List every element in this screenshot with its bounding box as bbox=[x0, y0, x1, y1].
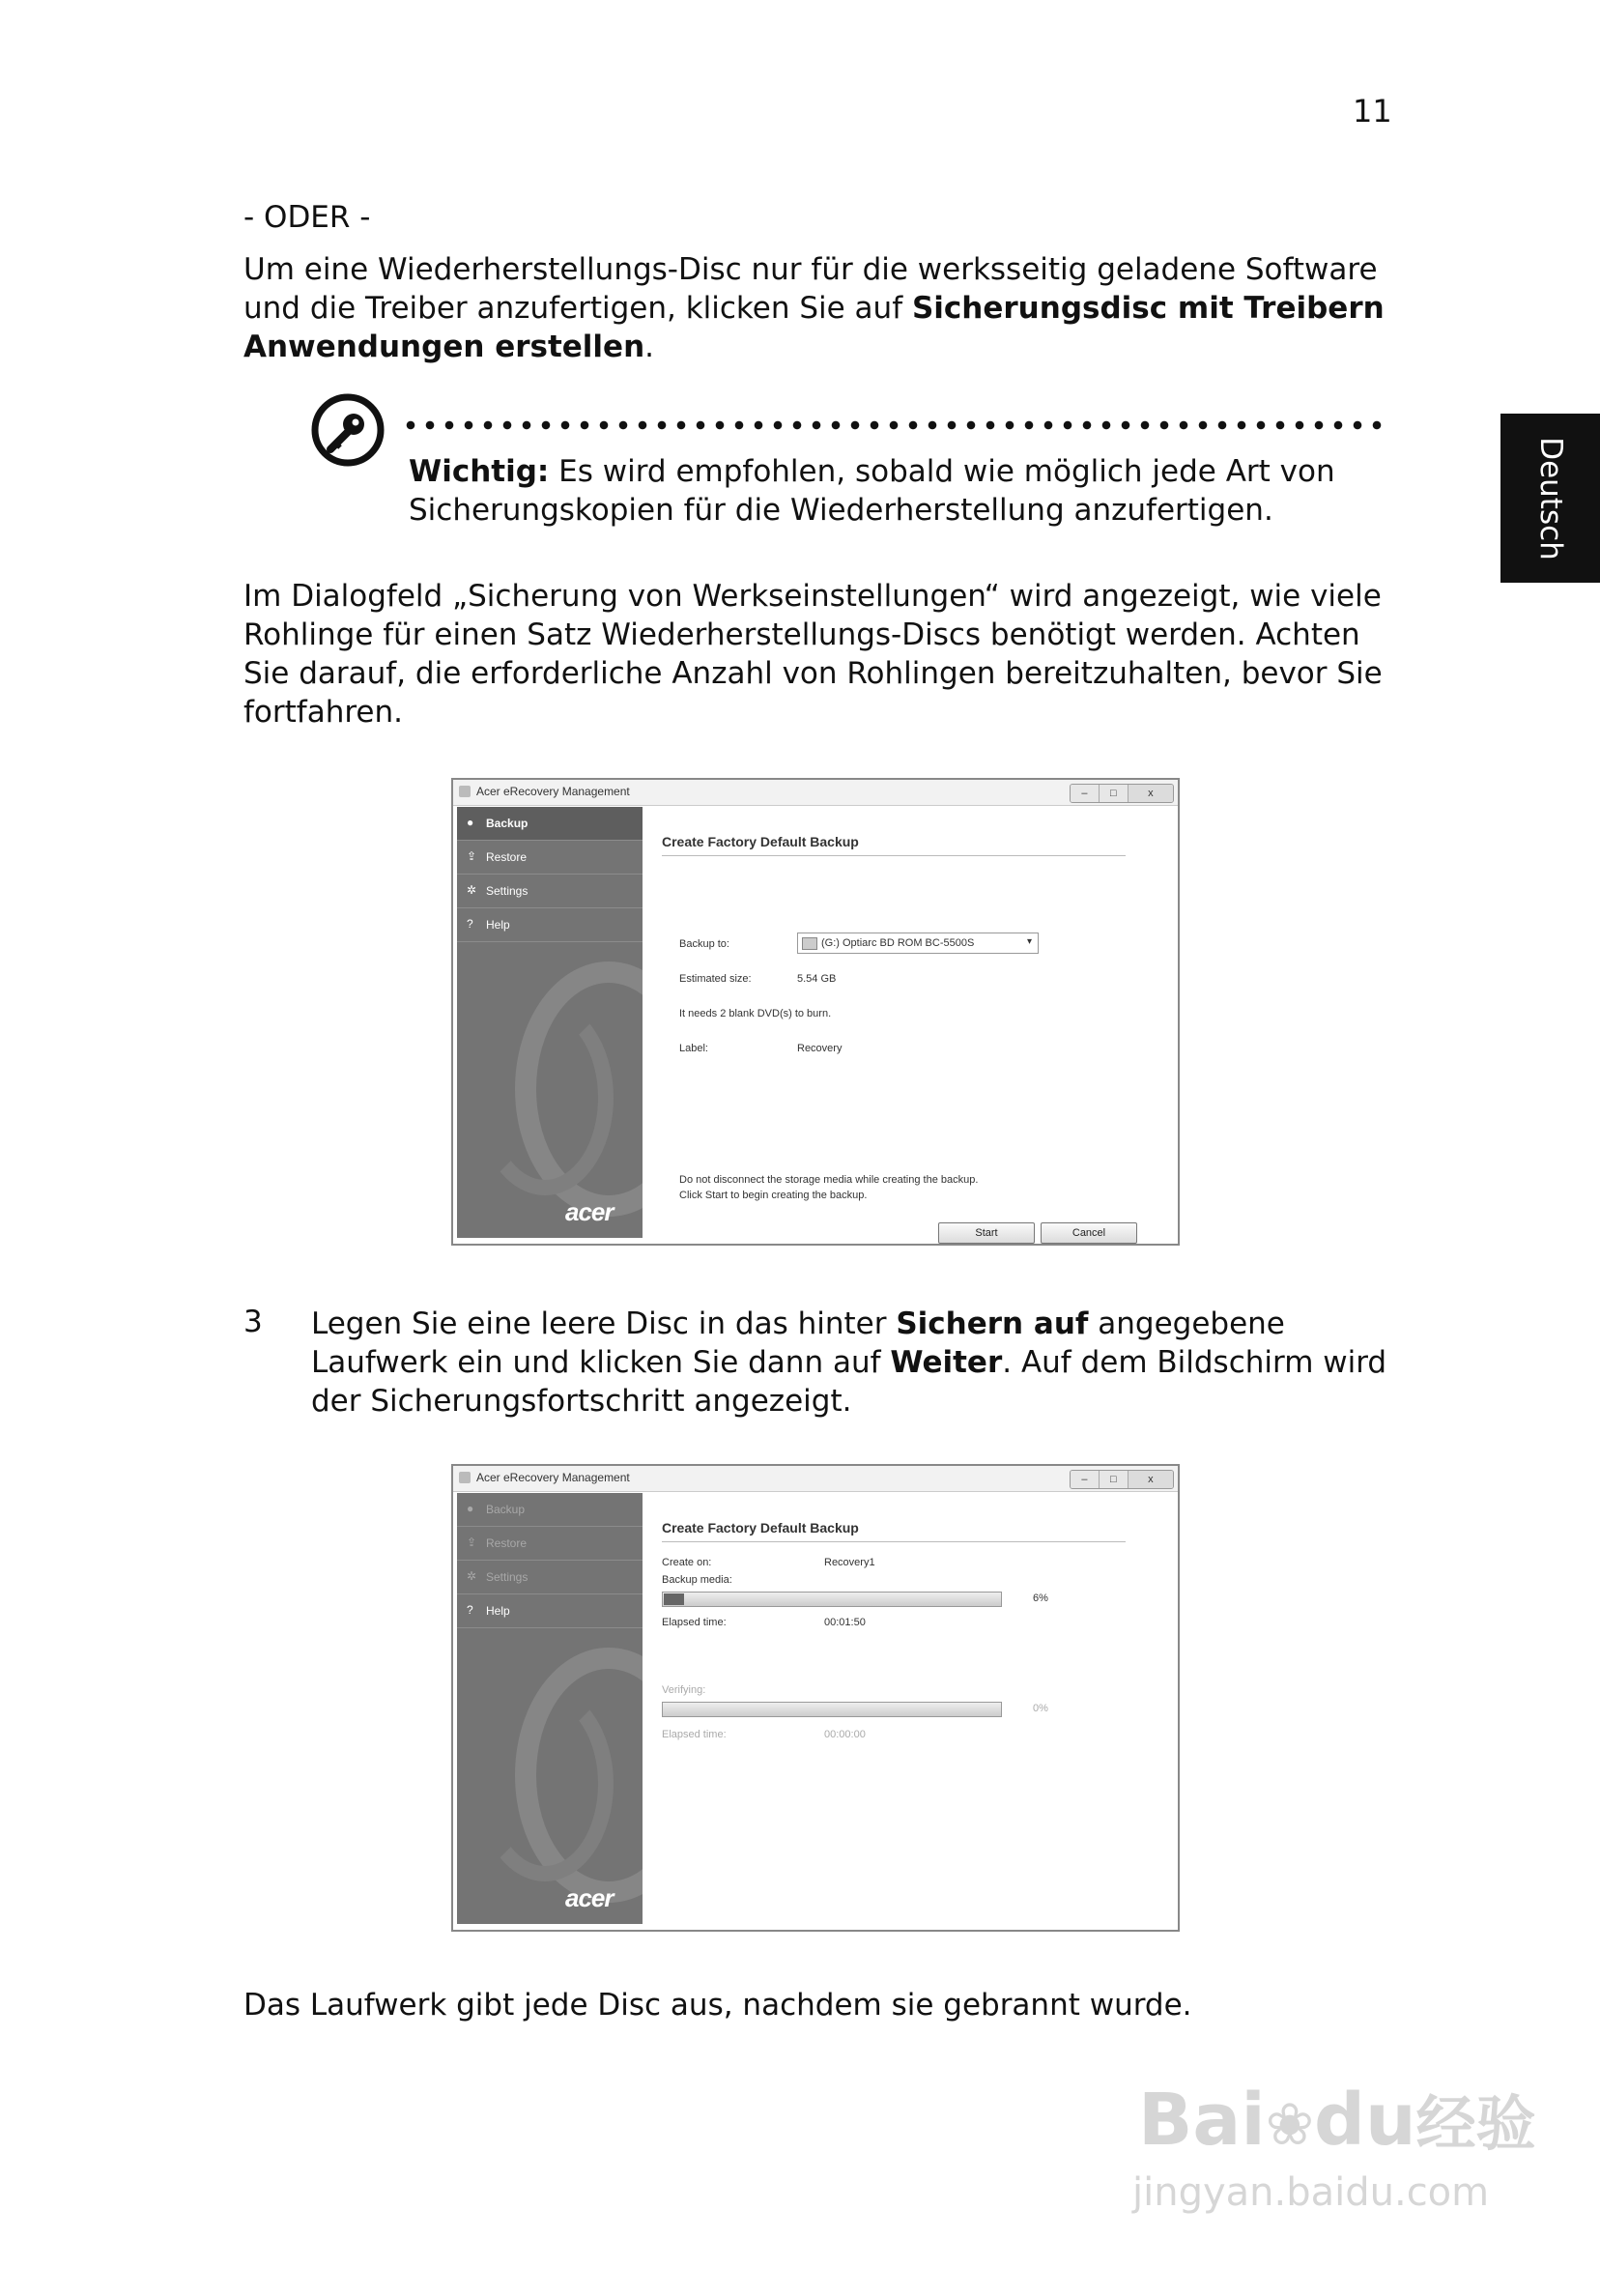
content-panel bbox=[643, 1493, 1172, 1924]
heading-divider bbox=[662, 1541, 1126, 1542]
estimated-size-label: Estimated size: bbox=[679, 973, 752, 985]
nav-label: Settings bbox=[486, 884, 529, 898]
nav-restore[interactable] bbox=[457, 841, 643, 875]
cancel-button[interactable]: Cancel bbox=[1041, 1222, 1137, 1244]
backup-to-value: (G:) Optiarc BD ROM BC-5500S bbox=[821, 937, 975, 949]
footer-instruction: Click Start to begin creating the backup. bbox=[679, 1190, 868, 1201]
window-title: Acer eRecovery Management bbox=[476, 785, 630, 798]
baidu-watermark bbox=[1138, 2076, 1536, 2162]
watermark-cn: 经验 bbox=[1415, 2088, 1536, 2159]
app-icon bbox=[459, 1472, 471, 1483]
window-title: Acer eRecovery Management bbox=[476, 1471, 630, 1484]
create-on-label: Create on: bbox=[662, 1557, 712, 1568]
step-3-bold-1: Sichern auf bbox=[896, 1306, 1089, 1341]
paragraph-1 bbox=[243, 250, 1393, 366]
drive-icon bbox=[802, 937, 817, 950]
page-number: 11 bbox=[1353, 93, 1392, 129]
help-icon: ? bbox=[467, 1603, 473, 1617]
nav-label: Backup bbox=[486, 817, 529, 830]
nav-help[interactable] bbox=[457, 908, 643, 942]
paw-icon: ❀ bbox=[1265, 2091, 1314, 2159]
chevron-down-icon: ▾ bbox=[1026, 936, 1032, 947]
start-button[interactable]: Start bbox=[938, 1222, 1035, 1244]
estimated-size-value: 5.54 GB bbox=[797, 973, 837, 985]
nav-label: Restore bbox=[486, 850, 528, 864]
window-controls bbox=[1070, 784, 1174, 803]
minimize-button[interactable]: – bbox=[1071, 785, 1100, 802]
progress-dialog-screenshot bbox=[451, 1464, 1180, 1932]
elapsed-time-label: Elapsed time: bbox=[662, 1617, 727, 1628]
dialog-heading: Create Factory Default Backup bbox=[662, 834, 859, 849]
acer-logo: acer bbox=[565, 1883, 614, 1912]
paragraph-1-end: . bbox=[644, 330, 655, 364]
restore-icon: ⇪ bbox=[467, 1535, 477, 1549]
step-3-text bbox=[311, 1305, 1393, 1421]
verify-elapsed-label: Elapsed time: bbox=[662, 1729, 727, 1740]
content-panel bbox=[643, 807, 1172, 1238]
minimize-button[interactable]: – bbox=[1071, 1471, 1100, 1488]
note-divider bbox=[401, 420, 1386, 430]
nav-backup[interactable] bbox=[457, 807, 643, 841]
nav-settings[interactable] bbox=[457, 875, 643, 908]
maximize-button[interactable]: □ bbox=[1100, 785, 1129, 802]
step-3-part-1: Legen Sie eine leere Disc in das hinter bbox=[311, 1306, 897, 1341]
step-number: 3 bbox=[243, 1305, 263, 1339]
nav-restore[interactable] bbox=[457, 1527, 643, 1561]
paragraph-1-text: Um eine Wiederherstellungs-Disc nur für die werksseitig geladene Software und die Treiber anzufertigen, klicken Sie auf bbox=[243, 252, 1378, 326]
elapsed-time-value: 00:01:50 bbox=[824, 1617, 866, 1628]
label-label: Label: bbox=[679, 1043, 708, 1054]
blank-discs-info: It needs 2 blank DVD(s) to burn. bbox=[679, 1008, 832, 1019]
nav-label: Restore bbox=[486, 1536, 528, 1550]
verify-progress-bar bbox=[662, 1702, 1002, 1717]
watermark-brand: Bai bbox=[1138, 2079, 1266, 2162]
nav-label: Help bbox=[486, 1604, 510, 1618]
language-tab-label: Deutsch bbox=[1532, 436, 1568, 560]
create-on-value: Recovery1 bbox=[824, 1557, 875, 1568]
nav-label: Settings bbox=[486, 1570, 529, 1584]
backup-dialog-screenshot bbox=[451, 778, 1180, 1246]
label-value: Recovery bbox=[797, 1043, 843, 1054]
important-note bbox=[409, 452, 1375, 530]
oder-separator: - ODER - bbox=[243, 200, 371, 235]
watermark-brand-2: du bbox=[1314, 2079, 1416, 2162]
disc-icon: ● bbox=[467, 1502, 474, 1515]
watermark-url: jingyan.baidu.com bbox=[1132, 2170, 1490, 2215]
backup-media-label: Backup media: bbox=[662, 1574, 732, 1586]
swirl-graphic-2 bbox=[476, 1686, 614, 1881]
step-3-part-2: angegebene Laufwerk ein und klicken Sie dann auf bbox=[311, 1306, 1285, 1380]
nav-settings[interactable] bbox=[457, 1561, 643, 1594]
note-text: Es wird empfohlen, sobald wie möglich jede Art von Sicherungskopien für die Wiederherstellung anzufertigen. bbox=[409, 454, 1335, 528]
key-icon bbox=[309, 391, 386, 469]
footer-warning: Do not disconnect the storage media while creating the backup. bbox=[679, 1174, 979, 1186]
sidebar bbox=[457, 1493, 643, 1924]
note-label: Wichtig: bbox=[409, 454, 550, 489]
backup-progress-percent: 6% bbox=[1033, 1593, 1048, 1604]
verify-elapsed-value: 00:00:00 bbox=[824, 1729, 866, 1740]
final-paragraph: Das Laufwerk gibt jede Disc aus, nachdem sie gebrannt wurde. bbox=[243, 1988, 1192, 2023]
title-bar bbox=[453, 1466, 1178, 1492]
acer-logo: acer bbox=[565, 1197, 614, 1226]
heading-divider bbox=[662, 855, 1126, 856]
nav-backup[interactable] bbox=[457, 1493, 643, 1527]
window-controls bbox=[1070, 1470, 1174, 1489]
sidebar bbox=[457, 807, 643, 1238]
paragraph-1-bold: Sicherungsdisc mit Treibern Anwendungen erstellen bbox=[243, 291, 1385, 364]
nav-label: Backup bbox=[486, 1503, 526, 1516]
gear-icon: ✲ bbox=[467, 883, 477, 897]
dialog-heading: Create Factory Default Backup bbox=[662, 1520, 859, 1535]
close-button[interactable]: x bbox=[1129, 1471, 1173, 1488]
close-button[interactable]: x bbox=[1129, 785, 1173, 802]
paragraph-2: Im Dialogfeld „Sicherung von Werkseinstellungen“ wird angezeigt, wie viele Rohlinge für einen Satz Wiederherstellungs-Discs benötigt werden. Achten Sie darauf, die erforderliche Anzahl von Rohlingen bereitzuhalten, bevor Sie fortfahren. bbox=[243, 579, 1383, 730]
disc-icon: ● bbox=[467, 816, 474, 829]
app-icon bbox=[459, 786, 471, 797]
title-bar bbox=[453, 780, 1178, 806]
backup-progress-fill bbox=[664, 1593, 684, 1605]
swirl-graphic-2 bbox=[476, 1000, 614, 1195]
nav-help[interactable] bbox=[457, 1594, 643, 1628]
nav-label: Help bbox=[486, 918, 510, 932]
backup-to-select[interactable] bbox=[797, 933, 1039, 954]
maximize-button[interactable]: □ bbox=[1100, 1471, 1129, 1488]
backup-to-label: Backup to: bbox=[679, 938, 729, 950]
step-3-bold-2: Weiter bbox=[890, 1345, 1003, 1380]
gear-icon: ✲ bbox=[467, 1569, 477, 1583]
language-tab bbox=[1500, 414, 1600, 583]
verifying-label: Verifying: bbox=[662, 1684, 706, 1696]
help-icon: ? bbox=[467, 917, 473, 931]
verify-progress-percent: 0% bbox=[1033, 1703, 1048, 1714]
restore-icon: ⇪ bbox=[467, 849, 477, 863]
step-3-part-3: . Auf dem Bildschirm wird der Sicherungsfortschritt angezeigt. bbox=[311, 1345, 1387, 1419]
backup-progress-bar bbox=[662, 1592, 1002, 1607]
